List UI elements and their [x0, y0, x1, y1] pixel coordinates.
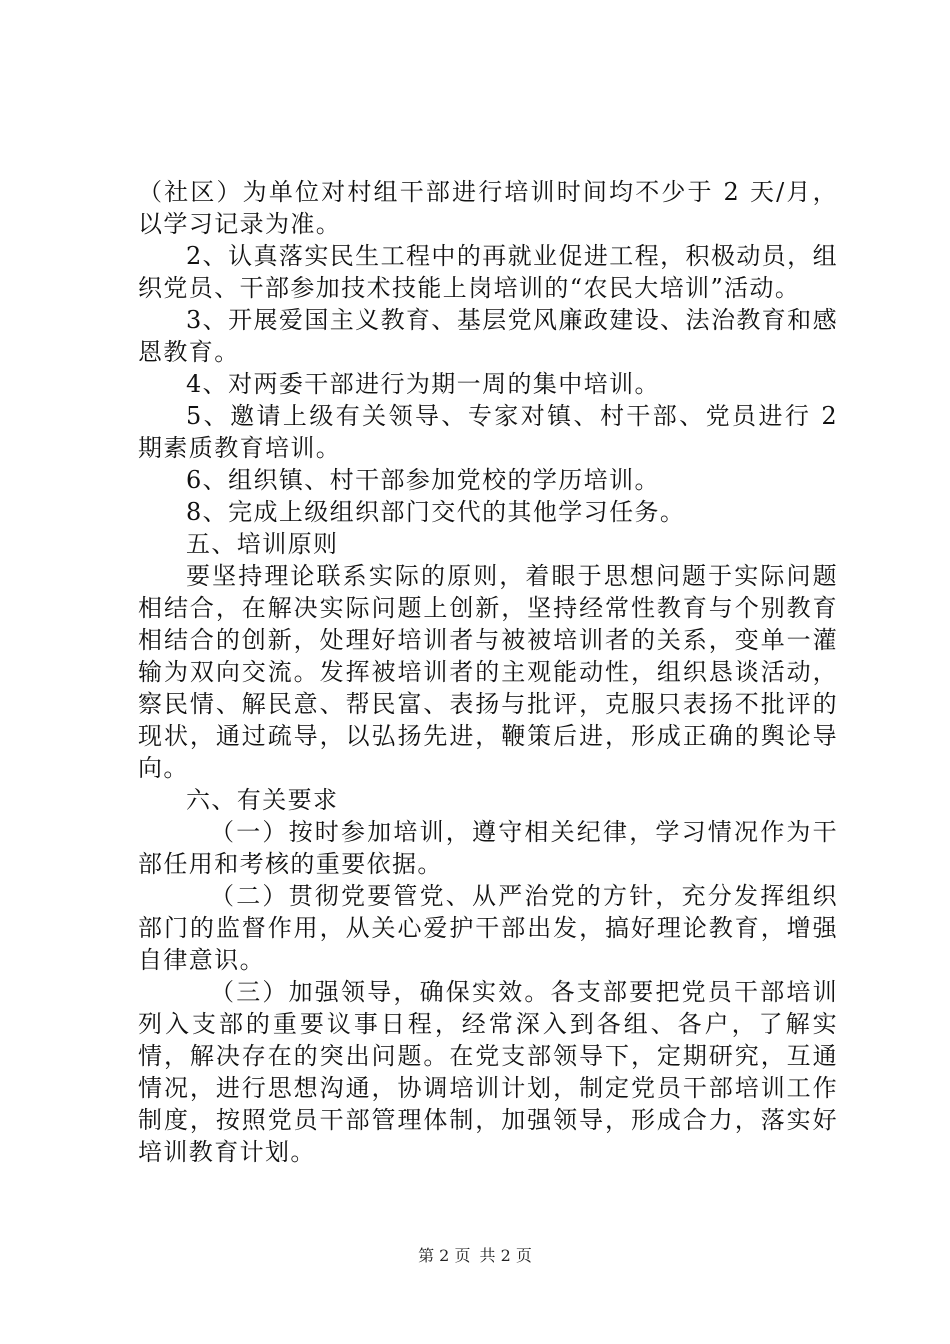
paragraph-item-2: 2、认真落实民生工程中的再就业促进工程，积极动员，组织党员、干部参加技术技能上岗培训的“农民大培训”活动。: [138, 242, 838, 302]
paragraph-requirement-1: （一）按时参加培训，遵守相关纪律，学习情况作为干部任用和考核的重要依据。: [138, 818, 838, 878]
paragraph-item-4: 4、对两委干部进行为期一周的集中培训。: [186, 370, 660, 398]
paragraph-item-8: 8、完成上级组织部门交代的其他学习任务。: [186, 498, 686, 526]
paragraph-item-6: 6、组织镇、村干部参加党校的学历培训。: [186, 466, 660, 494]
section-heading-requirements: 六、有关要求: [186, 786, 339, 814]
document-body: [138, 176, 838, 1168]
paragraph-principles: 要坚持理论联系实际的原则，着眼于思想问题于实际问题相结合，在解决实际问题上创新，坚持经常性教育与个别教育相结合的创新，处理好培训者与被被培训者的关系，变单一灌输为双向交流。发挥被培训者的主观能动性，组织恳谈活动，察民情、解民意、帮民富、表扬与批评，克服只表扬不批评的现状，通过疏导，以弘扬先进，鞭策后进，形成正确的舆论导向。: [138, 562, 838, 782]
page-footer: [0, 1246, 950, 1266]
paragraph-unit-continuation: （社区）为单位对村组干部进行培训时间均不少于 2 天/月，以学习记录为准。: [138, 178, 838, 238]
paragraph-item-3: 3、开展爱国主义教育、基层党风廉政建设、法治教育和感恩教育。: [138, 306, 838, 366]
page-total: 共 2 页: [479, 1246, 532, 1265]
paragraph-item-5: 5、邀请上级有关领导、专家对镇、村干部、党员进行 2 期素质教育培训。: [138, 402, 838, 462]
paragraph-requirement-2: （二）贯彻党要管党、从严治党的方针，充分发挥组织部门的监督作用，从关心爱护干部出发，搞好理论教育，增强自律意识。: [138, 882, 838, 974]
paragraph-requirement-3: （三）加强领导，确保实效。各支部要把党员干部培训列入支部的重要议事日程，经常深入到各组、各户，了解实情，解决存在的突出问题。在党支部领导下，定期研究，互通情况，进行思想沟通，协调培训计划，制定党员干部培训工作制度，按照党员干部管理体制，加强领导，形成合力，落实好培训教育计划。: [138, 978, 838, 1166]
page-number: 第 2 页: [418, 1246, 471, 1265]
section-heading-principles: 五、培训原则: [186, 530, 339, 558]
